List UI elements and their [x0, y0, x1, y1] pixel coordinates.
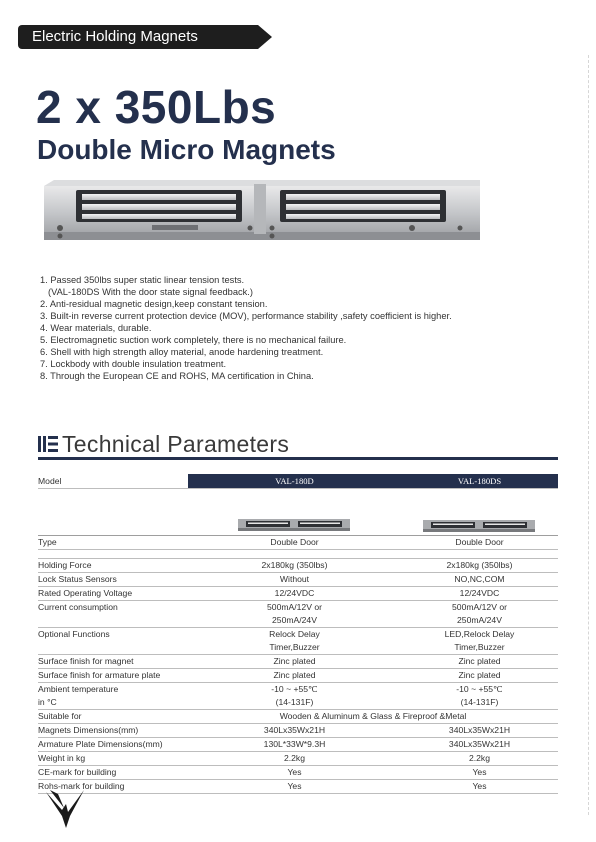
- table-row: Rated Operating Voltage 12/24VDC 12/24VDC: [38, 587, 558, 601]
- table-row: Armature Plate Dimensions(mm) 130L*33W*9.3H 340Lx35Wx21H: [38, 738, 558, 752]
- double-magnet-image: [40, 180, 480, 246]
- table-header-row: [38, 474, 558, 489]
- page-edge-rule: [588, 55, 590, 815]
- table-row: Optional Functions Relock Delay LED,Relock Delay: [38, 629, 515, 639]
- section-bars-icon: [38, 436, 58, 452]
- feature-item: 7. Lockbody with double insulation treatment.: [40, 359, 227, 369]
- tech-params-table: [38, 474, 558, 794]
- table-spacer: [38, 550, 558, 559]
- section-rule: [38, 457, 558, 460]
- v-bird-logo: [44, 786, 88, 830]
- table-row: Holding Force 2x180kg (350lbs) 2x180kg (350lbs): [38, 559, 558, 573]
- table-row: Rohs-mark for building Yes Yes: [38, 780, 558, 794]
- section-title: Technical Parameters: [62, 431, 290, 457]
- feature-item: 2. Anti-residual magnetic design,keep constant tension.: [40, 299, 268, 309]
- table-row: Suitable for Wooden & Aluminum & Glass & Fireproof &Metal: [38, 710, 558, 724]
- feature-item: 3. Built-in reverse current protection device (MOV), performance stability ,safety coefficient is higher.: [40, 311, 452, 321]
- table-row: Surface finish for magnet Zinc plated Zinc plated: [38, 655, 558, 669]
- feature-item: (VAL-180DS With the door state signal feedback.): [48, 287, 253, 297]
- model-label: Model: [38, 476, 62, 486]
- feature-list: [40, 274, 560, 382]
- feature-item: 5. Electromagnetic suction work completely, there is no mechanical failure.: [40, 335, 347, 345]
- table-row: Magnets Dimensions(mm) 340Lx35Wx21H 340Lx35Wx21H: [38, 724, 558, 738]
- table-row: Weight in kg 2.2kg 2.2kg: [38, 752, 558, 766]
- table-row: Type Double Door Double Door: [38, 536, 558, 550]
- banner-arrow: [258, 25, 272, 49]
- feature-item: 1. Passed 350lbs super static linear tension tests.: [40, 275, 245, 285]
- product-subtitle: Double Micro Magnets: [37, 134, 336, 165]
- product-title: 2 x 350Lbs: [36, 81, 277, 133]
- table-row: in °C (14-131F) (14-131F): [38, 696, 558, 710]
- table-row: Lock Status Sensors Without NO,NC,COM: [38, 573, 558, 587]
- product-image-row: [38, 489, 558, 536]
- model-b-header: VAL-180DS: [401, 474, 558, 488]
- model-a-image: [238, 517, 350, 533]
- category-banner: [18, 25, 272, 49]
- feature-item: 8. Through the European CE and ROHS, MA certification in China.: [40, 371, 314, 381]
- table-row: Timer,Buzzer Timer,Buzzer: [38, 641, 558, 655]
- table-row: Current consumption 500mA/12V or 500mA/12V or: [38, 602, 507, 612]
- table-row: 250mA/24V 250mA/24V: [38, 614, 558, 628]
- model-b-image: [423, 518, 535, 534]
- table-row: Surface finish for armature plate Zinc plated Zinc plated: [38, 669, 558, 683]
- model-a-header: VAL-180D: [188, 474, 401, 488]
- feature-item: 6. Shell with high strength alloy material, anode hardening treatment.: [40, 347, 324, 357]
- table-row: CE-mark for building Yes Yes: [38, 766, 558, 780]
- table-row: Ambient temperature -10 ~ +55℃ -10 ~ +55℃: [38, 684, 503, 694]
- feature-item: 4. Wear materials, durable.: [40, 323, 152, 333]
- banner-label: Electric Holding Magnets: [32, 28, 198, 45]
